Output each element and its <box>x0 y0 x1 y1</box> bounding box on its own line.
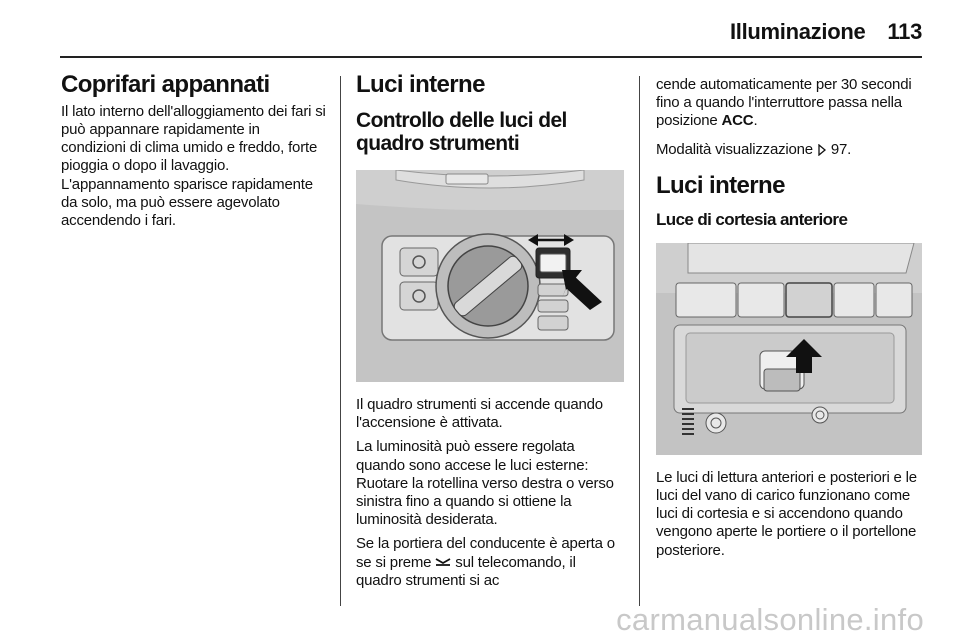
figure-light-switch-panel <box>356 170 624 382</box>
paragraph-courtesy-lights: Le luci di lettura anteriori e posteriori e le luci del vano di carico funzionano come luci di cortesia e si accendono quando vengono aperte le portiere o il portellone posteriore. <box>656 468 917 559</box>
column-3 <box>656 76 922 560</box>
light-switch-illustration <box>356 170 624 382</box>
courtesy-light-illustration <box>656 243 922 455</box>
column-divider <box>639 76 640 606</box>
acc-position: ACC <box>721 112 754 130</box>
heading-luci-interne: Luci interne <box>356 71 485 98</box>
unlock-icon <box>435 557 451 569</box>
page-reference-icon <box>817 144 827 156</box>
paragraph-brightness: La luminosità può essere regolata quando sono accese le luci esterne: Ruotare la rotellina verso destra o verso sinistra fino a quando si ottiene la luminosità desiderata. <box>356 438 614 529</box>
column-1 <box>61 72 326 230</box>
heading-coprifari: Coprifari appannati <box>61 71 270 98</box>
paragraph-instrument-on: Il quadro strumenti si accende quando l'accensione è attivata. <box>356 395 603 432</box>
paragraph-auto-on: cende automaticamente per 30 secondi fino a quando l'interruttore passa nella posizione ACC. <box>656 76 912 130</box>
subheading-controllo-luci: Controllo delle luci del quadro strumenti <box>356 108 567 156</box>
subheading-luce-cortesia: Luce di cortesia anteriore <box>656 209 848 229</box>
figure-courtesy-light <box>656 243 922 455</box>
column-2 <box>356 72 624 590</box>
page-header <box>730 14 922 50</box>
watermark: carmanualsonline.info <box>616 602 924 637</box>
section-title: Illuminazione <box>729 19 866 44</box>
paragraph-coprifari: Il lato interno dell'alloggiamento dei fari si può appannare rapidamente in condizioni di clima umido e freddo, forte pioggia o dopo il lavaggio. L'appannamento sparisce rapidamente da solo, ma può essere agevolato accendendo i fari. <box>61 102 326 230</box>
heading-luci-interne-2: Luci interne <box>656 171 785 199</box>
column-divider <box>340 76 341 606</box>
paragraph-door-remote: Se la portiera del conducente è aperta o se si preme sul telecomando, il quadro strumenti si ac <box>356 535 615 589</box>
paragraph-display-mode: Modalità visualizzazione 97. <box>656 140 852 158</box>
header-rule <box>60 56 922 58</box>
page-number: 113 <box>887 19 922 44</box>
